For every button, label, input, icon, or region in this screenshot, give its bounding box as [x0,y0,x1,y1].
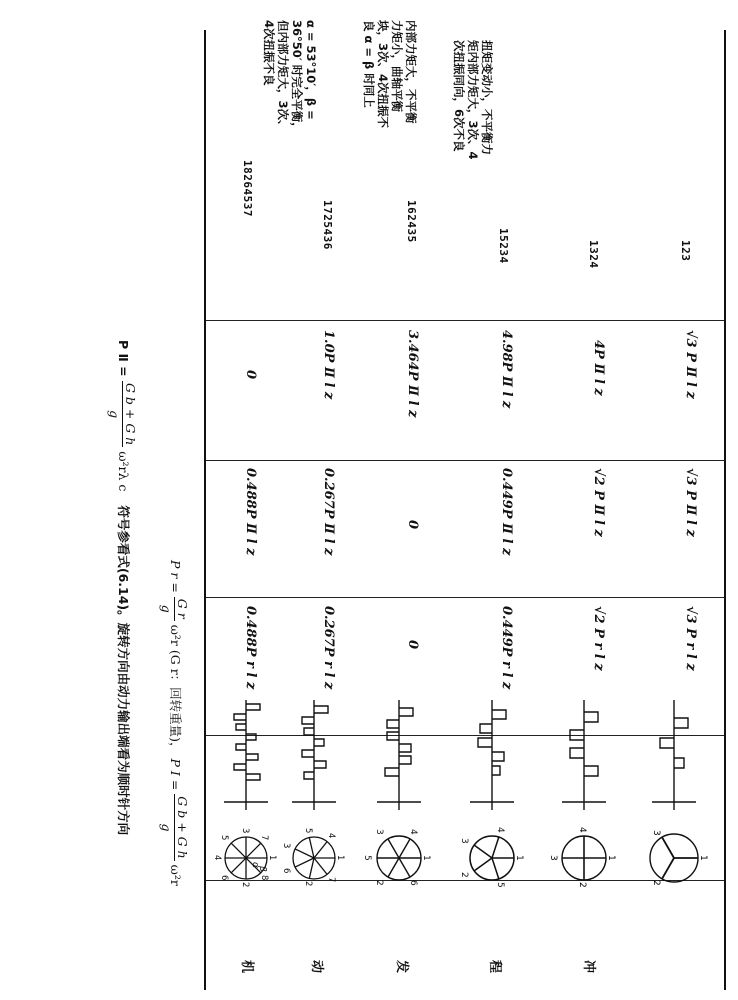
crankshaft-3-icon [652,700,696,810]
row-label-6: 机 [239,960,254,974]
svg-text:1: 1 [267,855,277,861]
col-sep-2 [206,460,724,461]
crank-star-7-icon [281,828,345,886]
svg-text:8: 8 [259,875,269,881]
firing-order-row6: 18264537 [241,160,254,217]
primary-force-row3: 0.449P r l z [499,606,514,690]
secondary-force-row5: 0.267P Ⅱ l z [321,468,336,556]
svg-text:2: 2 [651,880,661,886]
svg-text:β: β [257,866,267,872]
crankshaft-layout-diagrams [206,690,724,820]
col-sep-3 [206,597,724,598]
crank-star-diagrams [206,820,724,900]
secondary-force-row1: √3 P Ⅱ l z [683,468,698,537]
moment-row1: √3 P Ⅱ l z [683,330,698,399]
svg-text:4: 4 [495,827,505,833]
col-sep-1 [206,320,724,321]
svg-text:2: 2 [577,882,587,888]
svg-text:1: 1 [514,855,524,861]
primary-force-row5: 0.267P r l z [321,606,336,690]
crank-star-3-icon [650,830,708,886]
svg-text:1: 1 [335,855,345,861]
svg-text:2: 2 [303,881,313,887]
svg-text:3: 3 [281,843,291,849]
remarks-row6: α = 53°10′，β = 36°50′ 时完全平衡，但内部力矩大，3次、4次扭振不良 [262,20,318,134]
table-top-rule [724,30,726,990]
crankshaft-7-icon [292,700,336,810]
primary-force-row1: √3 P r l z [683,606,698,671]
remarks-row4: 内部力矩大，不平衡力矩小，曲轴平衡块，3次、4次扭振不良 α = β 时同上 [362,20,418,129]
firing-order-row4: 162435 [405,200,418,243]
moment-row4: 3.464P Ⅱ l z [405,330,420,418]
crank-star-8-icon [212,828,277,887]
svg-text:4: 4 [408,829,418,835]
svg-text:2: 2 [240,882,250,888]
svg-text:3: 3 [651,830,661,836]
svg-text:5: 5 [219,835,229,841]
primary-force-row2: √2 P r l z [591,606,606,671]
primary-force-row4: 0 [405,640,420,650]
firing-order-row3: 15234 [497,228,510,264]
footnote-line-1: P r = G r g ω²r (G r：回转重量)， P Ⅰ = G b + G h g ω²r [159,560,190,886]
moment-row6: 0 [243,370,258,380]
crankshaft-4-icon [562,700,606,810]
svg-text:5: 5 [303,828,313,834]
secondary-force-row4: 0 [405,520,420,530]
row-label-5: 动 [309,960,324,974]
svg-text:6: 6 [219,875,229,881]
secondary-force-row3: 0.449P Ⅱ l z [499,468,514,556]
moment-row3: 4.98P Ⅱ l z [499,330,514,409]
secondary-force-row6: 0.488P Ⅱ l z [243,468,258,556]
svg-text:2: 2 [374,880,384,886]
crank-star-4-icon [548,827,616,888]
svg-text:7: 7 [259,835,269,841]
svg-text:1: 1 [421,855,431,861]
crankshaft-8-icon [224,700,268,810]
row-label-3: 程 [487,960,502,974]
svg-text:4: 4 [212,855,222,861]
svg-text:7: 7 [326,877,336,883]
crankshaft-5-icon [470,700,514,810]
firing-order-row2: 1324 [587,240,600,269]
svg-text:2: 2 [459,872,469,878]
svg-text:3: 3 [459,838,469,844]
crankshaft-6-icon [377,700,421,810]
firing-order-row5: 1725436 [321,200,334,250]
svg-text:α: α [250,862,260,868]
row-label-4: 发 [394,960,409,974]
remarks-row3: 扭矩变动小，不平衡力矩内部力矩大，3次、4次扭振同向，6次不良 [452,40,494,160]
moment-row5: 1.0P Ⅱ l z [321,330,336,400]
svg-text:5: 5 [362,855,372,861]
moment-row2: 4P Ⅱ l z [591,340,606,396]
svg-text:3: 3 [240,828,250,834]
svg-text:4: 4 [326,833,336,839]
footnote-line-2: P Ⅱ = G b + G h g ω²rλ c 符号参看式(6.14)。旋转方向由动力输出端看为顺时针方向 [107,340,138,836]
primary-force-row6: 0.488P r l z [243,606,258,690]
row-label-2: 冲 [581,960,596,974]
svg-text:3: 3 [548,855,558,861]
svg-text:4: 4 [577,827,587,833]
svg-text:6: 6 [281,868,291,874]
svg-text:3: 3 [374,829,384,835]
crank-star-5-icon [459,827,524,888]
svg-text:1: 1 [698,855,708,861]
svg-text:6: 6 [408,880,418,886]
firing-order-row1: 123 [679,240,692,262]
svg-text:5: 5 [495,882,505,888]
svg-text:1: 1 [606,855,616,861]
secondary-force-row2: √2 P Ⅱ l z [591,468,606,537]
crank-star-6-icon [362,829,431,886]
